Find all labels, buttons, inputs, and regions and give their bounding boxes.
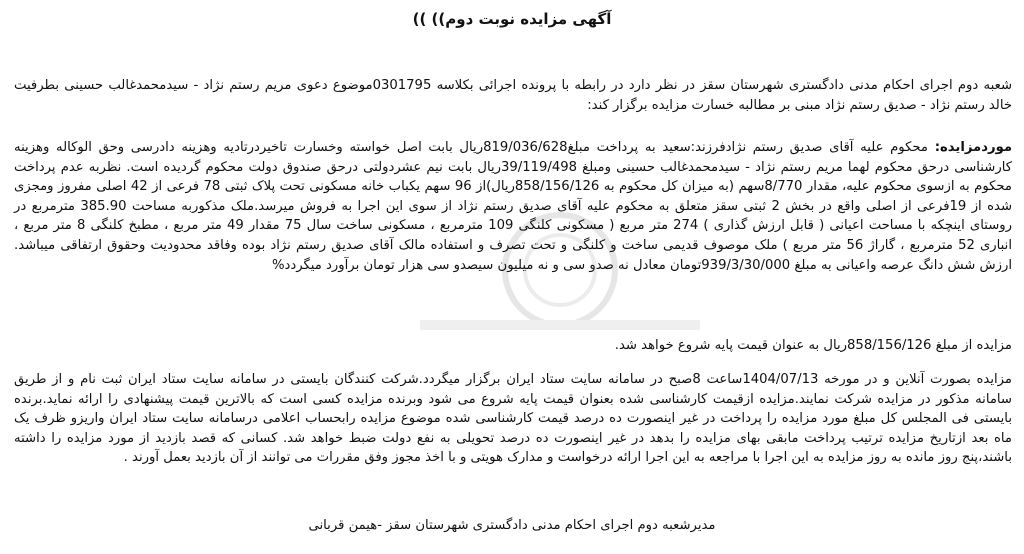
base-price-paragraph: مزایده از مبلغ 858/156/126ریال به عنوان قیمت پایه شروع خواهد شد. [614,338,1012,353]
auction-subject-label: موردمزایده: [934,140,1012,155]
intro-paragraph: شعبه دوم اجرای احکام مدنی دادگستری شهرستان سقز در نظر دارد در رابطه با پرونده اجرائی بکلاسه 0301795موضوع دعوی مریم رستم نژاد - سیدمحمدغالب حسینی بطرفیت خالد رستم نژاد - صدیق رستم نژاد مبنی بر مطالبه خسارت مزایده برگزار کند: [14,78,1012,113]
auction-subject-paragraph [14,138,1012,275]
notice-title: آگهی مزایده نوبت دوم)) )) [412,10,612,28]
signature-line: مدیرشعبه دوم اجرای احکام مدنی دادگستری شهرستان سقز -هیمن قربانی [308,518,716,533]
auction-subject-text: محکوم علیه آقای صدیق رستم نژادفرزند:سعید به پرداخت مبلغ819/036/628ریال بابت اصل خواسته وخسارت تاخیردرتادیه وهزینه دادرسی وحق الوکاله وهزینه کارشناسی درحق محکوم لهما مریم رستم نژاد - سیدمحمدغالب حسینی ومبلغ 39/119/498ریال بابت نیم عشردولتی درحق صندوق دولت محکوم گردیده است. نظربه عدم پرداخت محکوم به ازسوی محکوم علیه، مقدار 8/770سهم (به میزان کل محکوم به 858/156/126ریال)از 96 سهم یکباب خانه مسکونی تحت پلاک ثبتی 78 فرعی از 42 اصلی مفروز ومجزی شده از 19فرعی از اصلی واقع در بخش 2 ثبتی سقز متعلق به محکوم علیه آقای صدیق رستم نژاد از سوی این اجرا به فروش میرسد.ملک مذکوربه مساحت 385.90 مترمربع در روستای اینچکه با مساحت اعیانی ( قابل ارزش گذاری ) 274 متر مربع ( مسکونی کلنگی 109 مترمربع ، مسکونی ساخت سال 75 مقدار 49 متر مربع ، مطبخ کلنگی 8 متر مربع ، انباری 52 مترمربع ، گاراژ 56 متر مربع ) ملک موصوف قدیمی ساخت و کلنگی و تحت تصرف و استفاده مالک آقای صدیق رستم نژاد بوده وفاقد محدودیت وحقوق ارتفاقی میباشد. ارزش شش دانگ عرصه واعیانی به مبلغ 939/3/30/000تومان معادل نه صدو سی و نه میلیون سیصدو سی هزار تومان برآورد میگردد% [14,140,1013,273]
auction-terms-paragraph: مزایده بصورت آنلاین و در مورخه 1404/07/13ساعت 8صبح در سامانه سایت ستاد ایران برگزار میگردد.شرکت کنندگان بایستی در سامانه سایت ستاد ایران ثبت نام و از طریق سامانه مذکور در مزایده شرکت نمایند.مزایده ازقیمت کارشناسی شده بعنوان قیمت پایه شروع می شود وبرنده مزایده کسی است که بالاترین قیمت پیشنهادی را ارائه نماید.برنده بایستی فی المجلس کل مبلغ مورد مزایده را پرداخت در غیر اینصورت ده درصد قیمت کارشناسی شده موضوع مزایده رابحساب اعلامی درسامانه سایت ستاد ایران واریزو ظرف یک ماه بعد ازتاریخ مزایده ترتیب پرداخت مابقی بهای مزایده را بدهد در غیر اینصورت ده درصد تحویلی به نفع دولت ضبط خواهد شد. کسانی که قصد بازدید از مورد مزایده را داشته باشند،پنج روز مانده به روز مزایده به این اجرا با مراجعه به این اجرا ارائه درخواست و مدارک هویتی و با اخذ مجوز وفق مقررات می توانند از آن بازدید بعمل آورند . [14,372,1012,466]
